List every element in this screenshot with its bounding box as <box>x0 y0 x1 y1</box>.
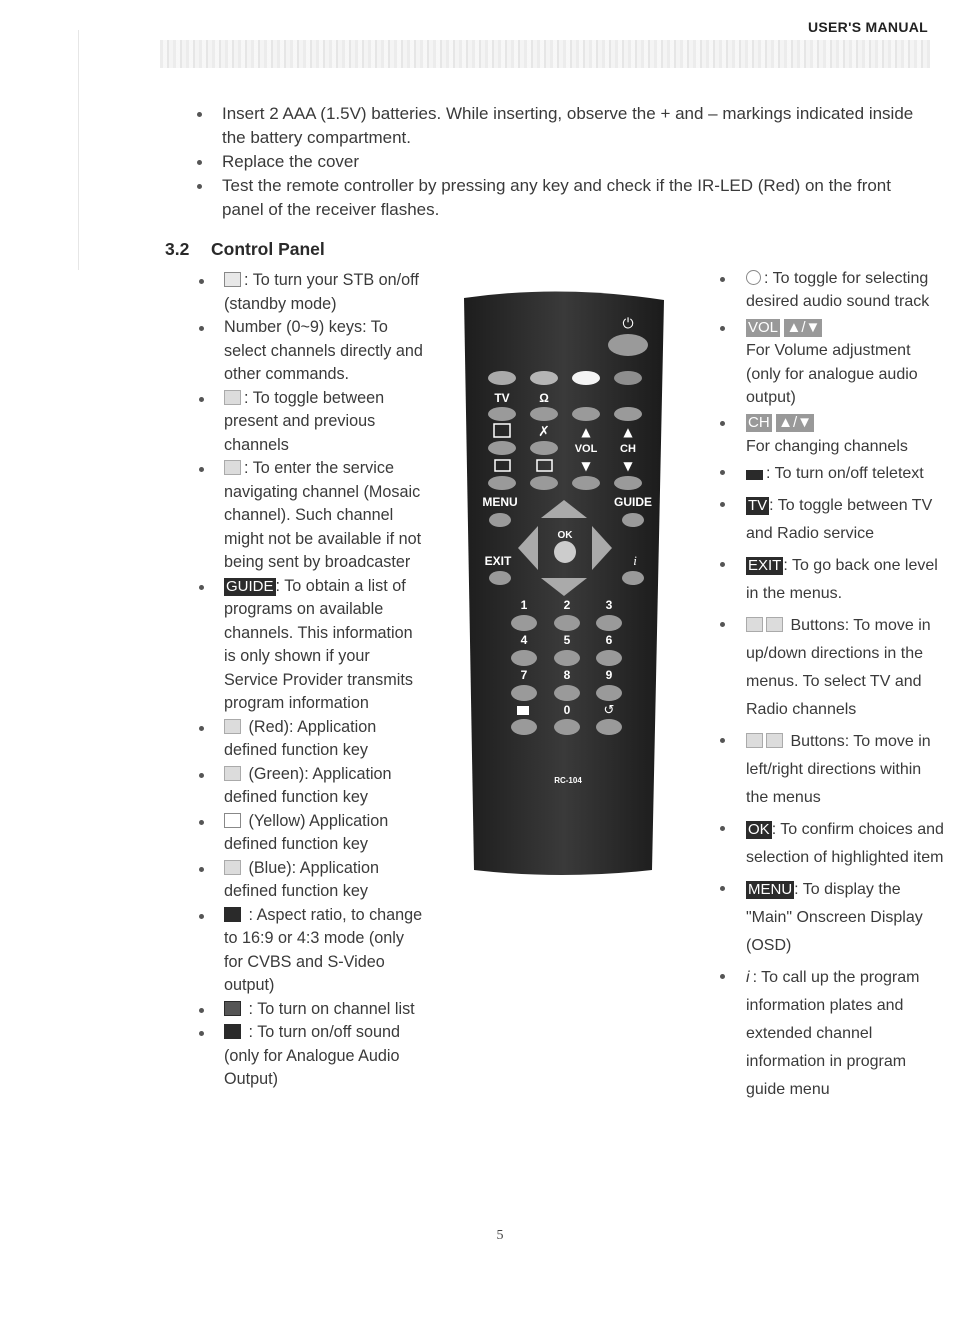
mute-icon <box>224 1024 241 1039</box>
channel-list-icon <box>224 1001 241 1016</box>
blue-button <box>614 371 642 385</box>
exit-label: EXIT <box>484 554 512 568</box>
vol-tag: VOL <box>748 318 779 336</box>
digit-label: 0 <box>563 703 571 717</box>
key-item-teletext: : To turn on/off teletext <box>718 460 944 488</box>
vol-button <box>572 476 600 490</box>
section-number: 3.2 <box>165 239 190 259</box>
digit-label: 8 <box>563 668 571 682</box>
recall-icon <box>224 390 241 405</box>
digit-button <box>511 685 537 701</box>
misc-button <box>614 407 642 421</box>
ch-tag: CH <box>748 414 770 432</box>
key-item-volume: VOL ▲/▼ For Volume adjustment (only for analogue audio output) <box>718 316 944 410</box>
info-icon: i <box>746 969 750 987</box>
left-right-icon <box>766 733 783 748</box>
intro-list <box>197 102 937 222</box>
key-item-info: i : To call up the program information plates and extended channel information in program guide menu <box>718 964 944 1104</box>
digit-label: 2 <box>563 598 571 612</box>
power-icon: ⏻ <box>622 316 634 332</box>
vol-down-icon: ▼ <box>581 459 591 473</box>
key-item-mosaic: : To enter the service navigating channel (Mosaic channel). Such channel might not be available if not being sent by broadcaster <box>197 457 427 575</box>
audio-label: Ω <box>539 391 549 405</box>
up-down-icon <box>766 617 783 632</box>
digit-label: 4 <box>520 633 528 647</box>
key-item-numbers: Number (0~9) keys: To select channels directly and other commands. <box>197 316 427 387</box>
key-item-channel: CH ▲/▼ For changing channels <box>718 411 944 458</box>
digit-button <box>554 719 580 735</box>
section-title: Control Panel <box>211 239 325 259</box>
key-item-exit: EXIT : To go back one level in the menus. <box>718 552 944 608</box>
key-item-mute: : To turn on/off sound (only for Analogue Audio Output) <box>197 1021 427 1092</box>
model-label: RC-104 <box>554 776 582 785</box>
intro-item: Test the remote controller by pressing any key and check if the IR-LED (Red) on the front panel of the receiver flashes. <box>197 174 937 222</box>
intro-item: Insert 2 AAA (1.5V) batteries. While inserting, observe the + and – markings indicated inside the battery compartment. <box>197 102 937 150</box>
teletext-icon <box>746 470 763 480</box>
key-item-up-down: Buttons: To move in up/down directions in the menus. To select TV and Radio channels <box>718 612 944 724</box>
key-item-power: : To turn your STB on/off (standby mode) <box>197 269 427 316</box>
key-item-channel-list: : To turn on channel list <box>197 998 427 1022</box>
power-button <box>608 334 648 356</box>
key-item-green: (Green): Application defined function key <box>197 763 427 810</box>
digit-label: 3 <box>605 598 613 612</box>
list-button <box>488 476 516 490</box>
guide-label: GUIDE <box>613 495 653 509</box>
key-item-red: (Red): Application defined function key <box>197 716 427 763</box>
mute-button <box>530 441 558 455</box>
header-decoration <box>160 40 930 68</box>
tv-tag: TV <box>748 497 768 515</box>
menu-button <box>489 513 511 527</box>
digit-label: 1 <box>520 598 528 612</box>
right-key-list <box>718 267 944 1104</box>
menu-tag: MENU <box>748 881 793 899</box>
info-icon: i <box>633 553 637 568</box>
ch-up-icon: ▲ <box>623 425 633 439</box>
digit-button <box>554 650 580 666</box>
recall-icon: ↺ <box>603 703 615 718</box>
section-heading <box>165 239 325 260</box>
digit-button <box>596 650 622 666</box>
key-item-menu: MENU : To display the "Main" Onscreen Display (OSD) <box>718 876 944 960</box>
digit-label: 5 <box>563 633 571 647</box>
menu-label: MENU <box>482 495 518 509</box>
key-item-aspect: : Aspect ratio, to change to 16:9 or 4:3 mode (only for CVBS and S-Video output) <box>197 904 427 998</box>
misc-button <box>572 407 600 421</box>
key-item-guide: GUIDE : To obtain a list of programs on available channels. This information is only shown if your Service Provider transmits program information <box>197 575 427 716</box>
digit-button <box>554 685 580 701</box>
key-item-audio: : To toggle for selecting desired audio sound track <box>718 267 944 314</box>
manual-header: USER'S MANUAL <box>807 19 928 35</box>
intro-item: Replace the cover <box>197 150 937 174</box>
aspect-button <box>488 441 516 455</box>
left-right-icon <box>746 733 763 748</box>
mute-icon: ✗ <box>538 424 550 440</box>
yellow-button <box>572 371 600 385</box>
exit-button <box>489 571 511 585</box>
teletext-button <box>511 719 537 735</box>
digit-button <box>596 685 622 701</box>
tv-label: TV <box>494 391 510 405</box>
digit-label: 7 <box>520 668 528 682</box>
digit-button <box>511 650 537 666</box>
info-button <box>622 571 644 585</box>
digit-label: 6 <box>605 633 613 647</box>
digit-button <box>511 615 537 631</box>
key-item-yellow: (Yellow) Application defined function key <box>197 810 427 857</box>
audio-icon <box>746 270 761 285</box>
digit-label: 9 <box>605 668 613 682</box>
blue-key-icon <box>224 860 241 875</box>
up-down-tag: ▲/▼ <box>778 414 812 432</box>
key-item-recall: : To toggle between present and previous channels <box>197 387 427 458</box>
ch-label: CH <box>620 443 636 455</box>
tv-button <box>488 407 516 421</box>
ok-tag: OK <box>748 821 770 839</box>
page-number: 5 <box>496 1228 504 1243</box>
yellow-key-icon <box>224 813 241 828</box>
key-item-tv: TV : To toggle between TV and Radio service <box>718 492 944 548</box>
ch-button <box>614 476 642 490</box>
teletext-icon <box>517 706 529 715</box>
red-key-icon <box>224 719 241 734</box>
audio-button <box>530 407 558 421</box>
remote-control-image <box>452 290 670 880</box>
aspect-ratio-icon <box>224 907 241 922</box>
ok-button <box>554 541 576 563</box>
digit-button <box>554 615 580 631</box>
up-down-tag: ▲/▼ <box>786 318 821 336</box>
exit-tag: EXIT <box>748 557 782 575</box>
green-key-icon <box>224 766 241 781</box>
key-item-left-right: Buttons: To move in left/right directions within the menus <box>718 728 944 812</box>
mosaic-button <box>530 476 558 490</box>
guide-button <box>622 513 644 527</box>
recall-button <box>596 719 622 735</box>
left-key-list <box>197 269 427 1092</box>
green-button <box>530 371 558 385</box>
vol-label: VOL <box>574 443 598 455</box>
power-icon <box>224 272 241 287</box>
red-button <box>488 371 516 385</box>
ok-label: OK <box>557 530 573 541</box>
ch-down-icon: ▼ <box>623 459 633 473</box>
vol-up-icon: ▲ <box>581 425 591 439</box>
key-item-ok: OK : To confirm choices and selection of highlighted item <box>718 816 944 872</box>
up-down-icon <box>746 617 763 632</box>
digit-button <box>596 615 622 631</box>
key-item-blue: (Blue): Application defined function key <box>197 857 427 904</box>
margin-rule <box>78 30 79 270</box>
mosaic-icon <box>224 460 241 475</box>
guide-tag: GUIDE <box>226 577 274 595</box>
